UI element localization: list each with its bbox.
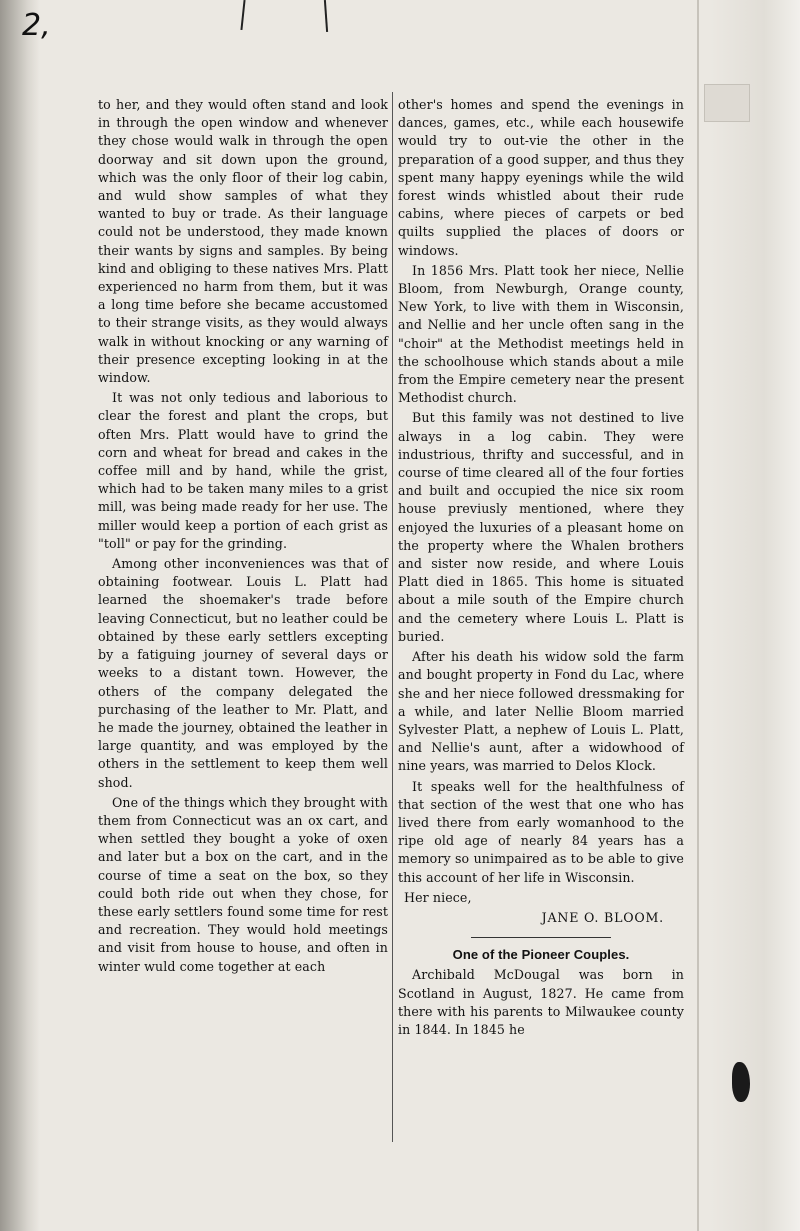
clipping-mark xyxy=(324,0,328,32)
paragraph: But this family was not destined to live always in a log cabin. They were industrious, thrifty and successful, and in course of time cleared all of the four forties and built and occupied the nice six room house previusly mentioned, where they enjoyed the luxuries of a pleasant home on the property where the Whalen brothers and sister now reside, and where Louis Platt died in 1865. This home is situated about a mile south of the Empire church and the cemetery where Louis L. Platt is buried. xyxy=(398,410,684,644)
paragraph: Among other inconveniences was that of obtaining footwear. Louis L. Platt had learned the shoemaker's trade before leaving Connecticut, but no leather could be obtained by these early settlers excepting by a fatiguing journey of several days or weeks to a distant town. However, the others of the company delegated the purchasing of the leather to Mr. Platt, and he made the journey, obtained the leather in large quantity, and was employed by the others in the settlement to keep them well shod. xyxy=(98,556,388,790)
paragraph: After his death his widow sold the farm and bought property in Fond du Lac, where she and her niece followed dressmaking for a while, and later Nellie Bloom married Sylvester Platt, a nephew of Louis L. Platt, and Nellie's aunt, after a widowhood of nine years, was married to Delos Klock. xyxy=(398,649,684,774)
page-fold-line xyxy=(697,0,699,1231)
salutation: Her niece, xyxy=(404,889,472,905)
signature: JANE O. BLOOM. xyxy=(541,909,664,925)
paragraph: One of the things which they brought with them from Connecticut was an ox cart, and when settled they bought a yoke of oxen and later but a box on the cart, and in the course of time a seat on the box, so they could both ride out when they chose, for these early settlers found some time for rest and recreation. They would hold meetings and visit from house to house, and often in winter wuld come together at each xyxy=(98,794,388,974)
page-number: 2, xyxy=(22,8,51,43)
tape-mark xyxy=(704,84,750,122)
paragraph: other's homes and spend the evenings in dances, games, etc., while each housewife would try to out-vie the other in the preparation of a good supper, and thus they spent many happy eyenings while the wild forest winds whistled about their rude cabins, where pieces of carpets or bed quilts supplied the places of doors or windows. xyxy=(398,97,684,258)
right-margin-strip xyxy=(710,0,800,1231)
paragraph: to her, and they would often stand and look in through the open window and whenever they chose would walk in through the open doorway and sit down upon the ground, which was the only floor of their log cabin, and wuld show samples of what they wanted to buy or trade. As their language could not be understood, they made known their wants by signs and samples. By being kind and obliging to these natives Mrs. Platt experienced no harm from them, but it was a long time before she became accustomed to their strange visits, as they would always walk in without knocking or any warning of their presence excepting looking in at the window. xyxy=(98,97,388,386)
column-divider xyxy=(392,92,393,1142)
right-column xyxy=(398,96,684,1216)
ink-blot xyxy=(732,1062,750,1102)
paragraph: It speaks well for the healthfulness of that section of the west that one who has lived there from early womanhood to the ripe old age of nearly 84 years has a memory so unimpaired as to be able to give this account of her life in Wisconsin. xyxy=(398,778,684,885)
left-edge-shadow xyxy=(0,0,40,1231)
left-column xyxy=(98,96,388,1216)
clipping-mark xyxy=(240,0,245,30)
paragraph: It was not only tedious and laborious to clear the forest and plant the crops, but often Mrs. Platt would have to grind the corn and wheat for bread and cakes in the coffee mill and by hand, while the grist, which had to be taken many miles to a grist mill, was being made ready for her use. The miller would keep a portion of each grist as "toll" or pay for the grinding. xyxy=(98,390,388,551)
paragraph: Archibald McDougal was born in Scotland in August, 1827. He came from there with his parents to Milwaukee county in 1844. In 1845 he xyxy=(398,967,684,1037)
article-divider xyxy=(471,937,611,938)
paragraph: In 1856 Mrs. Platt took her niece, Nellie Bloom, from Newburgh, Orange county, New York, to live with them in Wisconsin, and Nellie and her uncle often sang in the "choir" at the Methodist meetings held in the schoolhouse which stands about a mile from the Empire cemetery near the present Methodist church. xyxy=(398,262,684,406)
article-heading: One of the Pioneer Couples. xyxy=(452,947,630,963)
